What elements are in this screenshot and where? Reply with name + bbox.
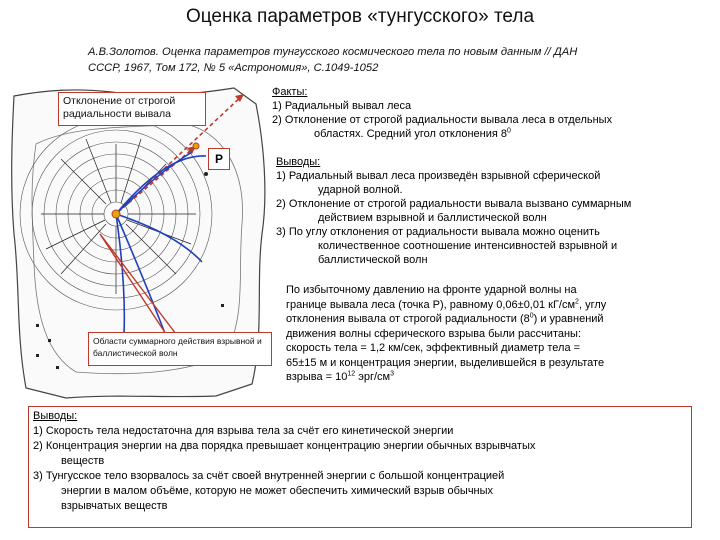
calc-line-6: 65±15 м и концентрация энергии, выделившейся в результате	[286, 356, 605, 369]
page-title: Оценка параметров «тунгусского» тела	[185, 6, 535, 27]
conclusions-item-2b: действием взрывной и баллистической волн	[318, 212, 547, 224]
summary-item-2a: 2) Концентрация энергии на два порядка превышает концентрацию энергии обычных взрывчатых	[33, 440, 536, 452]
calc-line-2: границе вывала леса (точка P), равному 0,06±0,01 $кГ/см^2$, углу	[286, 297, 607, 311]
facts-item-2a: 2) Отклонение от строгой радиальности вывала леса в отдельных	[272, 114, 613, 126]
facts-item-1: 1) Радиальный вывал леса	[272, 100, 412, 112]
calc-line-1: По избыточному давлению на фронте ударной волны на	[286, 284, 577, 296]
calc-line-7: взрыва = $10^{12}$ эрг/$см^3$	[286, 370, 395, 383]
point-p-marker	[193, 143, 199, 149]
calculation-block	[286, 283, 716, 385]
calc-line-4: движения волны сферического взрыва были рассчитаны:	[286, 327, 582, 340]
summary-item-2b: веществ	[61, 455, 105, 467]
citation-line-1: А.В.Золотов. Оценка параметров тунгусского космического тела по новым данным // ДАН	[88, 46, 578, 58]
summary-item-3b: энергии в малом объёме, которую не может обеспечить химический взрыв обычных	[61, 485, 494, 497]
facts-block	[272, 85, 712, 141]
conclusions-item-3b: количественное соотношение интенсивностей взрывной и	[318, 240, 618, 252]
callout-deviation: Отклонение от строгой радиальности вывала	[58, 92, 206, 126]
calc-line-5: скорость тела = 1,2 км/сек, эффективный диаметр тела =	[286, 342, 581, 354]
summary-box	[28, 406, 692, 528]
facts-item-2b: областях. Средний угол отклонения $8^0$	[314, 127, 511, 140]
conclusions-item-1b: ударной волной.	[318, 184, 403, 196]
epicenter-marker	[112, 210, 120, 218]
citation	[88, 44, 648, 76]
conclusions-heading: Выводы:	[276, 156, 321, 168]
conclusions-item-1a: 1) Радиальный вывал леса произведён взрывной сферической	[276, 170, 601, 182]
summary-item-1: 1) Скорость тела недостаточна для взрыва тела за счёт его кинетической энергии	[33, 425, 454, 437]
citation-line-2: СССР, 1967, Том 172, № 5 «Астрономия», С.1049-1052	[88, 62, 379, 74]
point-p-label: P	[208, 148, 230, 170]
summary-heading: Выводы:	[33, 410, 78, 422]
callout-regions: Области суммарного действия взрывной и баллистической волн	[88, 332, 272, 366]
conclusions-item-3c: баллистической волн	[318, 254, 428, 266]
facts-angle-deg: 0	[507, 127, 511, 135]
conclusions-block	[276, 155, 716, 267]
facts-angle: 8	[500, 128, 508, 140]
facts-heading: Факты:	[272, 86, 308, 98]
calc-line-3: отклонения вывала от строгой радиальности $(8^0)$ и уравнений	[286, 312, 604, 325]
summary-item-3a: 3) Тунгусское тело взорвалось за счёт своей внутренней энергии с большой концентрацией	[33, 470, 505, 482]
conclusions-item-3a: 3) По углу отклонения от радиальности вывала можно оценить	[276, 226, 600, 238]
conclusions-item-2a: 2) Отклонение от строгой радиальности вывала вызвано суммарным	[276, 198, 632, 210]
summary-item-3c: взрывчатых веществ	[61, 500, 168, 512]
